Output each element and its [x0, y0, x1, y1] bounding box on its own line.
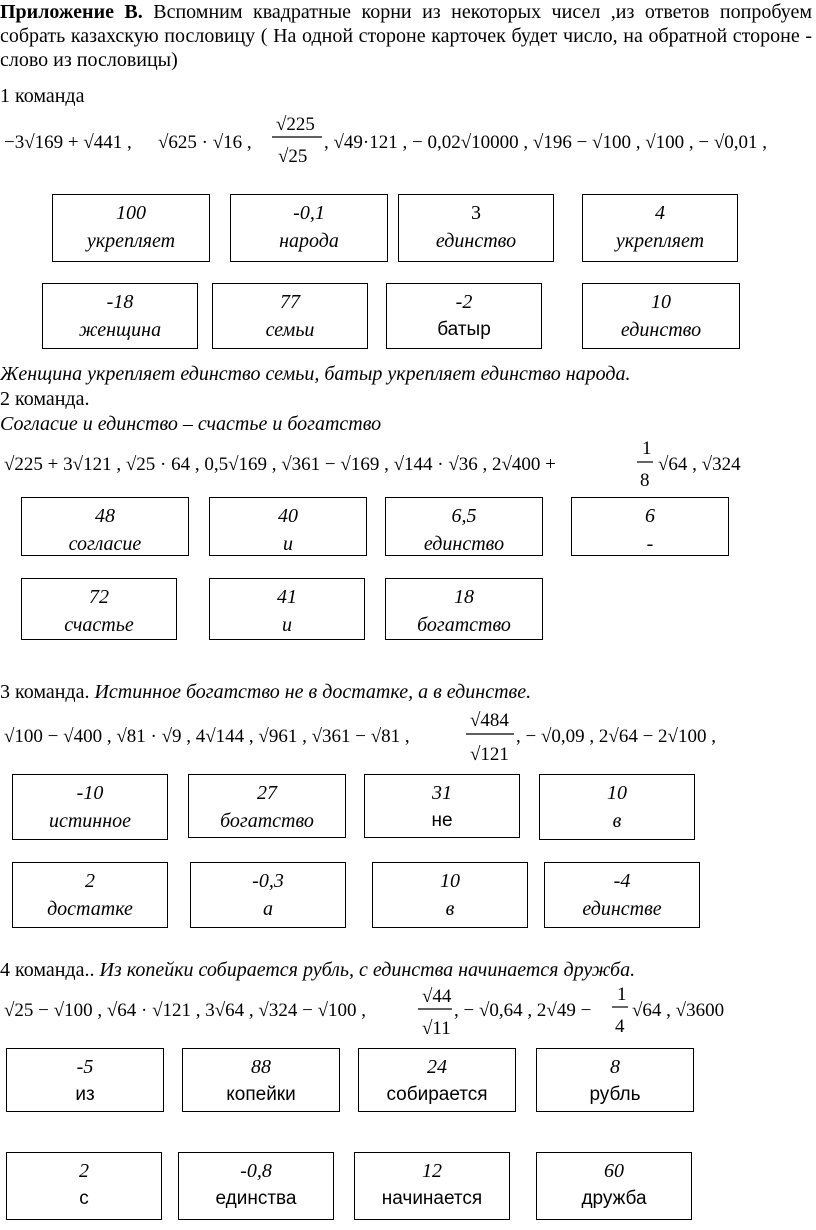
team4-expr-c: √64 , √3600 — [632, 1000, 725, 1021]
team3-card-1[interactable]: -10 истинное — [12, 774, 168, 840]
team2-expressions — [0, 436, 816, 496]
team4-heading-line — [0, 958, 816, 982]
intro-text: Вспомним квадратные корни из некоторых чисел ,из ответов попробуем собрать казахскую пословицу ( На одной стороне карточек будет число, на обратной стороне - слово из пословицы) — [0, 1, 812, 71]
team3-proverb: Истинное богатство не в достатке, а в единстве. — [89, 681, 532, 703]
team2-heading: 2 команда. — [0, 388, 90, 410]
team4-card-6[interactable]: -0,8 единства — [178, 1152, 334, 1220]
team4-card-4[interactable]: 8 рубль — [536, 1048, 694, 1112]
team2-expr-a: √225 + 3√121 , √25 · 64 , 0,5√169 , √361 − √169 , √144 · √36 , 2√400 + — [4, 454, 556, 475]
team2-expr-f-num: 1 — [642, 438, 652, 459]
team3-heading: 3 команда. — [0, 681, 90, 703]
team2-card-1[interactable]: 48 согласие — [21, 497, 189, 556]
team2-card-2[interactable]: 40 и — [209, 497, 367, 556]
team3-card-8[interactable]: -4 единстве — [544, 862, 700, 928]
team3-card-6[interactable]: -0,3 а — [190, 862, 346, 928]
team4-card-8[interactable]: 60 дружба — [536, 1152, 692, 1220]
team2-card-3[interactable]: 6,5 единство — [385, 497, 543, 556]
team2-expr-b: √64 , √324 — [658, 454, 741, 475]
team1-heading: 1 команда — [0, 85, 85, 107]
team4-expr-f-den: √11 — [422, 1018, 451, 1039]
team3-card-4[interactable]: 10 в — [539, 774, 695, 840]
team1-expr-a: −3√169 + √441 , — [4, 132, 132, 153]
team4-proverb: Из копейки собирается рубль, с единства начинается дружба. — [94, 959, 636, 981]
team2-proverb: Согласие и единство – счастье и богатство — [0, 413, 382, 435]
team3-card-2[interactable]: 27 богатство — [188, 774, 346, 838]
team1-card-3[interactable]: 3 единство — [398, 194, 554, 262]
team3-expr-a: √100 − √400 , √81 · √9 , 4√144 , √961 , √361 − √81 , — [4, 726, 410, 747]
team3-heading-line — [0, 680, 816, 704]
intro-paragraph — [0, 0, 812, 72]
team4-expressions — [0, 982, 816, 1042]
team1-card-6[interactable]: 77 семьи — [212, 283, 368, 349]
team4-expr-b: , − √0,64 , 2√49 − — [454, 1000, 592, 1021]
team4-expr-f-num: √44 — [422, 986, 452, 1007]
team3-card-5[interactable]: 2 достатке — [12, 862, 168, 928]
team3-expr-f-num: √484 — [470, 710, 509, 731]
team1-card-1[interactable]: 100 укрепляет — [52, 194, 210, 262]
team1-expr-c-den: √25 — [278, 146, 308, 167]
team4-heading: 4 команда.. — [0, 959, 95, 981]
team1-card-5[interactable]: -18 женщина — [42, 283, 198, 349]
team4-expr-g-den: 4 — [615, 1016, 625, 1037]
team1-card-8[interactable]: 10 единство — [582, 283, 740, 349]
team4-card-3[interactable]: 24 собирается — [358, 1048, 516, 1112]
team2-card-7[interactable]: 18 богатство — [385, 578, 543, 640]
team1-answer: Женщина укрепляет единство семьи, батыр укрепляет единство народа. — [0, 363, 631, 385]
team2-card-5[interactable]: 72 счастье — [21, 578, 177, 640]
team4-card-1[interactable]: -5 из — [6, 1048, 164, 1112]
team2-expr-f-den: 8 — [640, 470, 650, 491]
team1-expressions — [0, 108, 816, 168]
team4-card-5[interactable]: 2 с — [6, 1152, 162, 1220]
team1-card-4[interactable]: 4 укрепляет — [582, 194, 738, 262]
team3-expr-f-den: √121 — [470, 744, 509, 764]
team3-expr-b: , − √0,09 , 2√64 − 2√100 , — [516, 726, 716, 747]
team4-expr-g-num: 1 — [617, 984, 627, 1005]
team2-card-6[interactable]: 41 и — [209, 578, 365, 640]
team1-expr-b: √625 · √16 , — [158, 132, 252, 153]
appendix-label: Приложение В. — [0, 1, 143, 23]
team1-card-7[interactable]: -2 батыр — [386, 283, 542, 349]
team4-card-7[interactable]: 12 начинается — [354, 1152, 510, 1220]
team3-card-3[interactable]: 31 не — [364, 774, 520, 838]
team4-expr-a: √25 − √100 , √64 · √121 , 3√64 , √324 − √100 , — [4, 1000, 367, 1021]
team3-card-7[interactable]: 10 в — [372, 862, 528, 928]
team4-card-2[interactable]: 88 копейки — [182, 1048, 340, 1112]
team1-card-2[interactable]: -0,1 народа — [230, 194, 388, 262]
team2-card-4[interactable]: 6 - — [571, 497, 729, 556]
team1-expr-c-num: √225 — [276, 114, 315, 135]
team3-expressions — [0, 704, 816, 764]
team1-expr-d: , √49·121 , − 0,02√10000 , √196 − √100 , √100 , − √0,01 , — [324, 132, 768, 153]
